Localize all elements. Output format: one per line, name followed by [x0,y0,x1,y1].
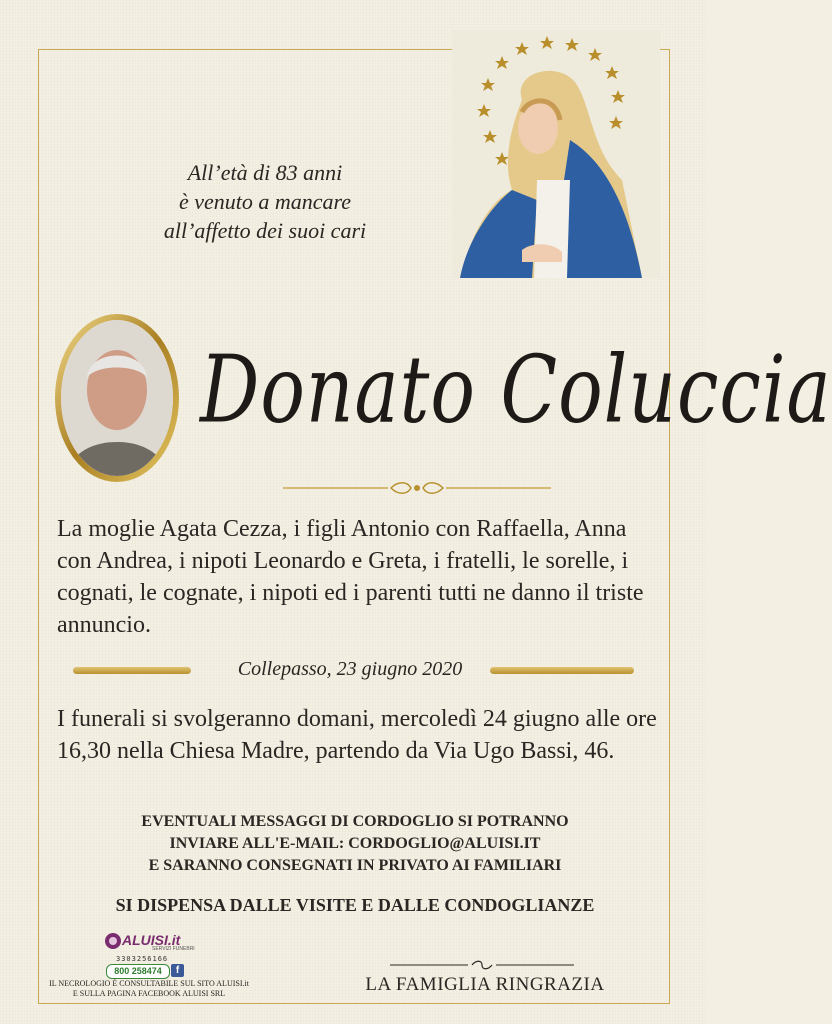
deceased-name: Donato Coluccia [200,336,832,444]
aluisi-logo-icon [104,932,122,950]
closing-ornament [390,958,574,970]
phone-number-toll-free: 800 258474 [106,964,170,979]
announcement-text: La moglie Agata Cezza, i figli Antonio con Raffaella, Anna con Andrea, i nipoti Leonardo e Greta, i fratelli, le sorelle, i cognati, le cognate, i nipoti ed i parenti tutti ne danno il triste annuncio. [57,516,644,638]
gold-bar-left [73,667,191,674]
logo-note-line-1: IL NECROLOGIO È CONSULTABILE SUL SITO ALUISI.it [49,979,249,988]
messages-line-2: INVIARE ALL'E-MAIL: CORDOGLIO@ALUISI.IT [169,835,541,852]
dispensa-notice: SI DISPENSA DALLE VISITE E DALLE CONDOGLIANZE [115,895,595,915]
messages-line-1: EVENTUALI MESSAGGI DI CORDOGLIO SI POTRANNO [141,813,569,830]
messages-line-3: E SARANNO CONSEGNATI IN PRIVATO AI FAMILIARI [148,857,562,874]
phone-number-mobile: 3303256166 [116,955,169,963]
aluisi-logo-text: ALUISI.it [122,932,181,948]
place-date: Collepasso, 23 giugno 2020 [237,658,463,680]
madonna-image [452,30,660,278]
deceased-portrait [53,312,181,484]
logo-note [44,979,254,999]
funeral-text: I funerali si svolgeranno domani, mercoledì 24 giugno alle ore 16,30 nella Chiesa Madre, partendo da Via Ugo Bassi, 46. [57,706,657,764]
divider-ornament [283,479,551,497]
aluisi-logo-block [44,930,254,1002]
logo-note-line-2: E SULLA PAGINA FACEBOOK ALUISI SRL [72,989,226,998]
gold-bar-right [490,667,634,674]
messages-notice [60,811,650,877]
intro-text: All’età di 83 anni è venuto a mancare all’affetto dei suoi cari [163,160,367,243]
aluisi-tagline: SERVIZI FUNEBRI [152,946,195,952]
facebook-icon: f [171,964,184,977]
closing-thanks: LA FAMIGLIA RINGRAZIA [365,974,605,995]
